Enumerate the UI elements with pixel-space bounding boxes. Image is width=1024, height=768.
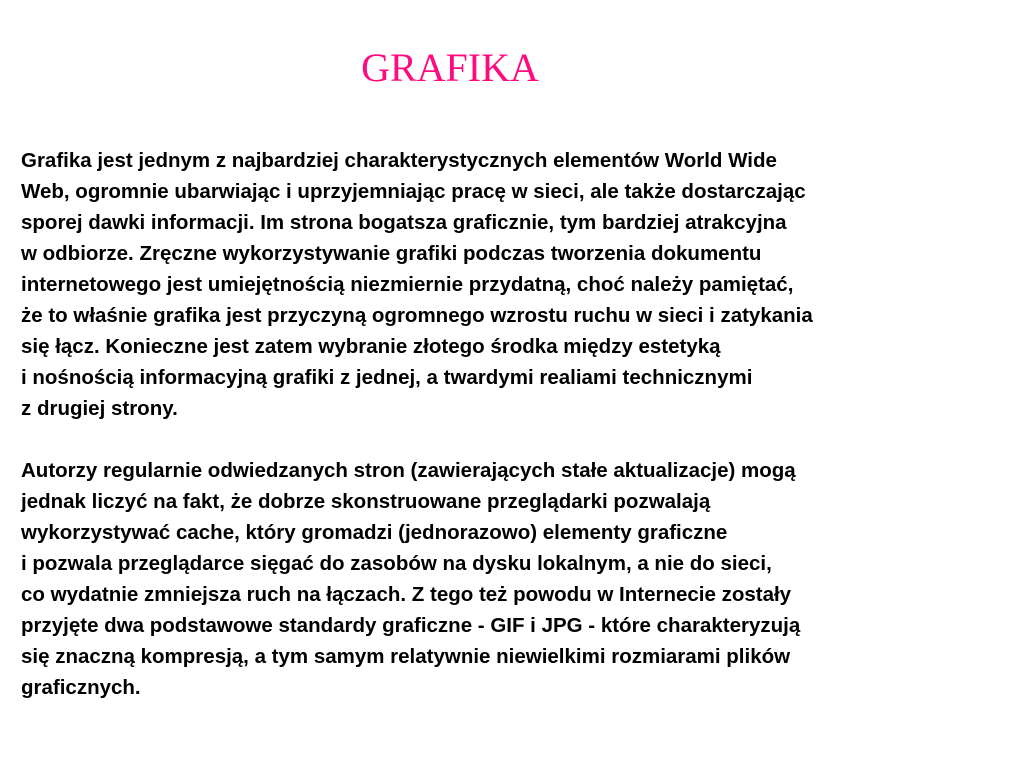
text-line: i nośnością informacyjną grafiki z jednej, a twardymi realiami technicznymi: [21, 366, 753, 389]
text-line: przyjęte dwa podstawowe standardy graficzne - GIF i JPG - które charakteryzują: [21, 614, 801, 637]
text-line: sporej dawki informacji. Im strona bogatsza graficznie, tym bardziej atrakcyjna: [21, 211, 787, 234]
text-line: jednak liczyć na fakt, że dobrze skonstruowane przeglądarki pozwalają: [21, 490, 711, 513]
text-line: w odbiorze. Zręczne wykorzystywanie grafiki podczas tworzenia dokumentu: [21, 242, 762, 265]
text-line: Autorzy regularnie odwiedzanych stron (zawierających stałe aktualizacje) mogą: [21, 459, 796, 482]
text-line: się znaczną kompresją, a tym samym relatywnie niewielkimi rozmiarami plików: [21, 645, 791, 668]
slide-title: GRAFIKA: [361, 45, 539, 90]
paragraph-2: [21, 455, 1011, 703]
text-line: co wydatnie zmniejsza ruch na łączach. Z tego też powodu w Internecie zostały: [21, 583, 792, 606]
text-line: i pozwala przeglądarce sięgać do zasobów na dysku lokalnym, a nie do sieci,: [21, 552, 772, 575]
text-line: Grafika jest jednym z najbardziej charakterystycznych elementów World Wide: [21, 149, 777, 172]
text-line: z drugiej strony.: [21, 397, 178, 420]
text-line: graficznych.: [21, 676, 141, 699]
slide-body: [21, 145, 1011, 703]
paragraph-1: [21, 145, 1011, 424]
text-line: Web, ogromnie ubarwiając i uprzyjemniając pracę w sieci, ale także dostarczając: [21, 180, 806, 203]
text-line: że to właśnie grafika jest przyczyną ogromnego wzrostu ruchu w sieci i zatykania: [21, 304, 813, 327]
text-line: się łącz. Konieczne jest zatem wybranie złotego środka między estetyką: [21, 335, 721, 358]
text-line: wykorzystywać cache, który gromadzi (jednorazowo) elementy graficzne: [21, 521, 728, 544]
text-line: internetowego jest umiejętnością niezmiernie przydatną, choć należy pamiętać,: [21, 273, 794, 296]
